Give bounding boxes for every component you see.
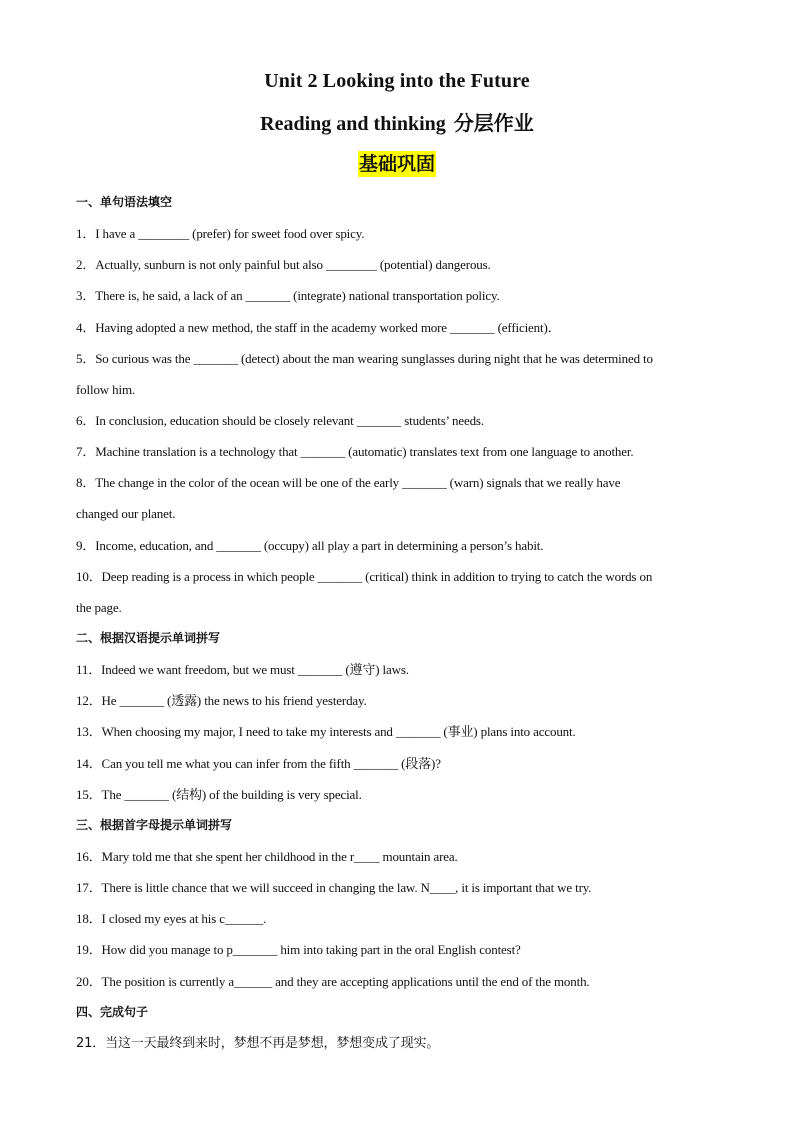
question-8-line-2: changed our planet.: [76, 506, 176, 522]
question-19: 19．How did you manage to p_______ him into taking part in the oral English contest?: [76, 942, 521, 958]
question-11: 11．Indeed we want freedom, but we must _______ (遵守) laws.: [76, 662, 409, 678]
question-10-line-2: the page.: [76, 599, 122, 615]
section-badge-wrap: [0, 151, 794, 177]
section-badge-highlighted: 基础巩固: [358, 153, 435, 175]
question-16: 16．Mary told me that she spent her childhood in the r____ mountain area.: [76, 848, 458, 864]
question-21: 21．当这一天最终到来时，梦想不再是梦想，梦想变成了现实。: [76, 1035, 440, 1051]
section-heading-3: 三、根据首字母提示单词拼写: [76, 817, 233, 832]
question-9: 9．Income, education, and _______ (occupy) all play a part in determining a person’s habit.: [76, 537, 544, 553]
question-7: 7．Machine translation is a technology that _______ (automatic) translates text from one language to another.: [76, 444, 634, 460]
section-heading-1: 一、单句语法填空: [76, 195, 173, 209]
section-heading-4: 四、完成句子: [76, 1004, 149, 1019]
subtitle-chinese: 分层作业: [453, 111, 534, 135]
page-subtitle: [0, 110, 794, 137]
question-4: 4．Having adopted a new method, the staff in the academy worked more _______ (efficient)．: [76, 319, 561, 335]
question-list: [76, 187, 721, 1059]
subtitle-english: Reading and thinking: [260, 113, 446, 135]
question-12: 12．He _______ (透露) the news to his friend yesterday.: [76, 693, 367, 709]
question-8-line-1: 8．The change in the color of the ocean will be one of the early _______ (warn) signals that we really have: [76, 475, 621, 491]
question-2: 2．Actually, sunburn is not only painful but also ________ (potential) dangerous.: [76, 257, 491, 273]
section-heading-2: 二、根据汉语提示单词拼写: [76, 630, 221, 645]
question-6: 6．In conclusion, education should be closely relevant _______ students’ needs.: [76, 412, 484, 428]
question-15: 15．The _______ (结构) of the building is very special.: [76, 786, 362, 802]
question-20: 20．The position is currently a______ and they are accepting applications until the end of the month.: [76, 973, 590, 989]
question-5-line-1: 5．So curious was the _______ (detect) about the man wearing sunglasses during night that he was determined to: [76, 350, 653, 366]
question-18: 18．I closed my eyes at his c______.: [76, 911, 267, 927]
page-title: Unit 2 Looking into the Future: [264, 70, 530, 92]
question-17: 17．There is little chance that we will succeed in changing the law. N____, it is important that we try.: [76, 880, 592, 896]
question-5-line-2: follow him.: [76, 381, 136, 397]
question-13: 13．When choosing my major, I need to take my interests and _______ (事业) plans into account.: [76, 724, 576, 740]
question-14: 14．Can you tell me what you can infer from the fifth _______ (段落)?: [76, 755, 441, 771]
question-1: 1．I have a ________ (prefer) for sweet food over spicy.: [76, 226, 365, 242]
question-3: 3．There is, he said, a lack of an _______ (integrate) national transportation policy.: [76, 288, 500, 304]
question-10-line-1: 10．Deep reading is a process in which people _______ (critical) think in addition to trying to catch the words on: [76, 568, 653, 584]
